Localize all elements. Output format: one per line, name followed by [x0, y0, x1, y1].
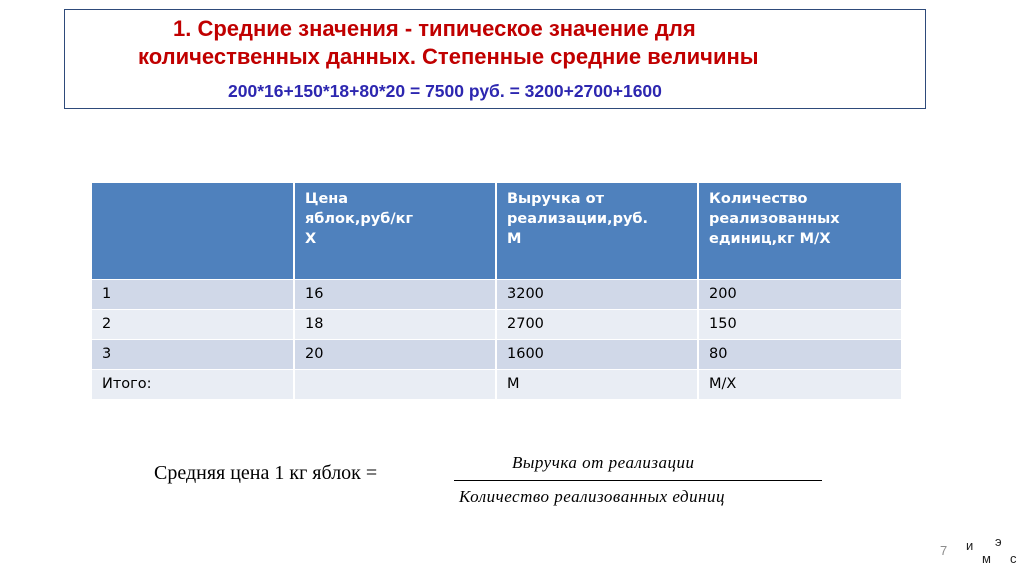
table-cell: 1	[92, 279, 294, 309]
header-text: Х	[305, 231, 317, 247]
header-text: Цена	[305, 191, 349, 207]
logo-letter: м	[982, 551, 991, 566]
header-text: яблок,руб/кг	[305, 211, 414, 227]
table-total-row	[92, 369, 901, 399]
logo-letter: с	[1010, 551, 1017, 566]
imes-logo	[962, 534, 1022, 570]
header-text: Количество	[709, 191, 808, 207]
logo-letter: и	[966, 538, 974, 553]
header-text: реализации,руб.	[507, 211, 649, 227]
table-cell: 3200	[496, 279, 698, 309]
table-cell: 150	[698, 309, 901, 339]
header-text: Выручка от	[507, 191, 604, 207]
header-text: М	[507, 231, 522, 247]
table-cell: 20	[294, 339, 496, 369]
table-cell: 2	[92, 309, 294, 339]
table-cell: 2700	[496, 309, 698, 339]
header-text: реализованных	[709, 211, 840, 227]
header-cell-quantity	[698, 183, 901, 279]
average-price-equation	[154, 453, 834, 513]
logo-letter: э	[995, 534, 1002, 549]
apples-sales-table	[92, 183, 901, 399]
table-cell	[294, 369, 496, 399]
table-cell: 16	[294, 279, 496, 309]
table-cell: 3	[92, 339, 294, 369]
table-cell: 200	[698, 279, 901, 309]
table-cell: 18	[294, 309, 496, 339]
table-row	[92, 339, 901, 369]
table-cell: М	[496, 369, 698, 399]
table-header-row	[92, 183, 901, 279]
table-cell: М/Х	[698, 369, 901, 399]
equation-label: Средняя цена 1 кг яблок =	[154, 462, 378, 484]
slide-title-line-2: количественных данных. Степенные средние величины	[138, 44, 759, 69]
calculation-formula: 200*16+150*18+80*20 = 7500 руб. = 3200+2700+1600	[228, 81, 662, 101]
header-cell-index	[92, 183, 294, 279]
title-frame	[64, 9, 926, 109]
table-cell: 80	[698, 339, 901, 369]
table-row	[92, 309, 901, 339]
table-row	[92, 279, 901, 309]
fraction-bar	[454, 480, 822, 481]
slide-title-line-1: 1. Средние значения - типическое значение для	[173, 16, 696, 41]
table-cell: Итого:	[92, 369, 294, 399]
equation-denominator: Количество реализованных единиц	[459, 487, 726, 506]
equation-numerator: Выручка от реализации	[512, 453, 695, 472]
header-cell-price	[294, 183, 496, 279]
page-number: 7	[940, 543, 948, 558]
header-text: единиц,кг М/Х	[709, 231, 831, 247]
table-cell: 1600	[496, 339, 698, 369]
header-cell-revenue	[496, 183, 698, 279]
